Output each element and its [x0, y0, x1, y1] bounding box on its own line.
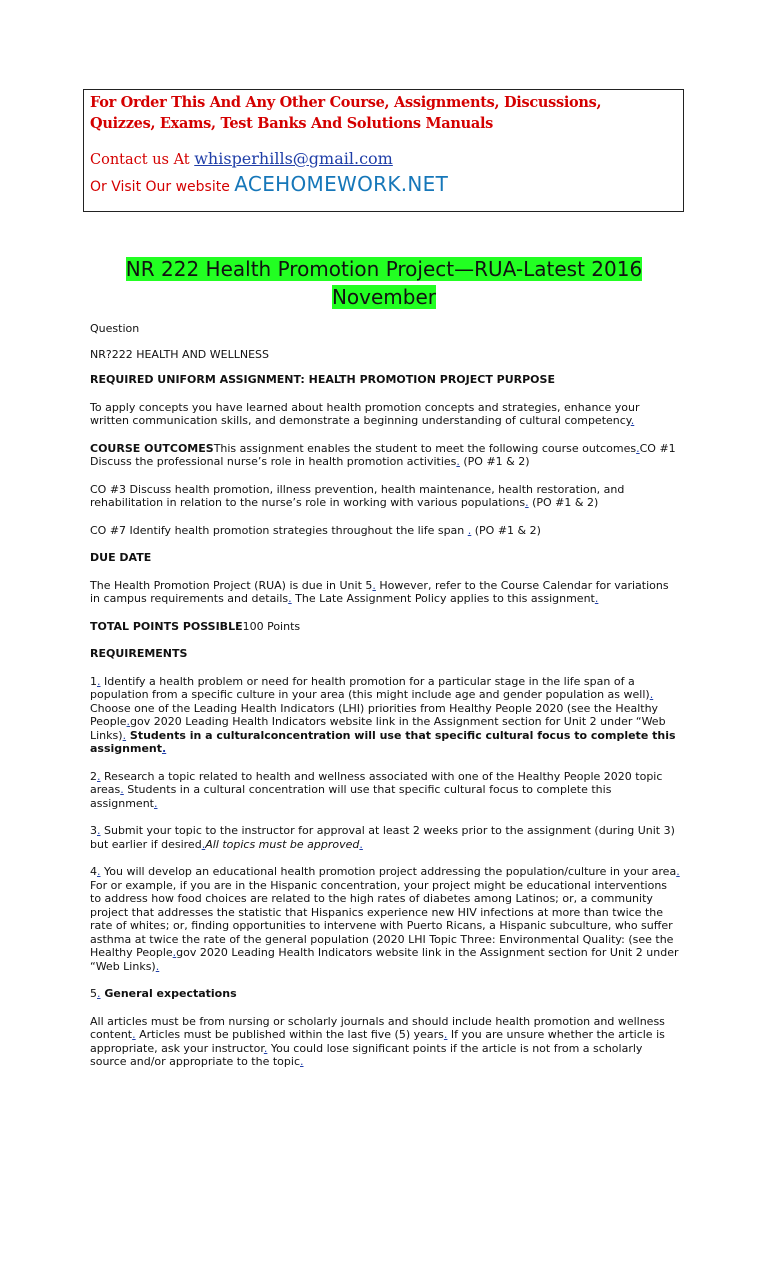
link-mark[interactable]: .	[359, 837, 363, 851]
link-mark[interactable]: .	[122, 728, 127, 742]
link-mark[interactable]: .	[649, 688, 654, 701]
general-expectations-paragraph: All articles must be from nursing or scholarly journals and should include health promotion and wellness content. Articles must be published within the last five (5) years. If you are unsure whether the article is appropriate, ask your instructor. You could lose significant points if the article is not from a scholarly source and/or appropriate to the topic.	[90, 1014, 665, 1068]
course-outcome-7: CO #7 Identify health promotion strategies throughout the life span . (PO #1 & 2)	[90, 523, 541, 537]
link-mark[interactable]: .	[676, 865, 680, 878]
advertisement-box	[83, 89, 684, 212]
link-mark[interactable]: .	[300, 1055, 304, 1068]
contact-label: Contact us At	[90, 152, 195, 168]
requirement-1: 1. Identify a health problem or need for health promotion for a particular stage in the life span of a population from a specific culture in your area (this might include age and gender population as well). Choose one of the Leading Health Indicators (LHI) priorities from Healthy People 2020 (see the Healthy People.gov 2020 Leading Health Indicators website link in the Assignment section for Unit 2 under “Web Links). Students in a culturalconcentration will use that specific cultural focus to complete this assignment.	[90, 674, 676, 755]
document-title	[90, 255, 678, 311]
requirement-5: 5. General expectations	[90, 987, 237, 1000]
outcomes-heading: COURSE OUTCOMES	[90, 441, 214, 455]
link-mark[interactable]: .	[630, 414, 635, 427]
email-link[interactable]: whisperhills@gmail.com	[194, 149, 393, 168]
title-line-2: November	[331, 285, 437, 309]
website-link[interactable]: ACEHOMEWORK.NET	[234, 172, 449, 196]
course-name: NR?222 HEALTH AND WELLNESS	[90, 347, 269, 361]
due-date-heading: DUE DATE	[90, 551, 152, 564]
link-mark[interactable]: .	[456, 455, 460, 468]
link-mark[interactable]: .	[162, 742, 167, 755]
link-mark[interactable]: .	[201, 837, 206, 851]
title-line-1: NR 222 Health Promotion Project—RUA-Latest 2016	[125, 257, 643, 281]
requirement-2: 2. Research a topic related to health and wellness associated with one of the Healthy People 2020 topic areas. Students in a cultural concentration will use that specific cultural focus to complete this assignment.	[90, 769, 663, 810]
requirements-heading: REQUIREMENTS	[90, 647, 188, 660]
link-mark[interactable]: .	[288, 592, 292, 605]
due-date-paragraph: The Health Promotion Project (RUA) is due in Unit 5. However, refer to the Course Calendar for variations in campus requirements and details. The Late Assignment Policy applies to this assignment.	[90, 578, 669, 605]
total-points: TOTAL POINTS POSSIBLE100 Points	[90, 619, 301, 633]
link-mark[interactable]: .	[443, 1028, 448, 1041]
purpose-heading: REQUIRED UNIFORM ASSIGNMENT: HEALTH PROMOTION PROJECT PURPOSE	[90, 373, 555, 386]
link-mark[interactable]: .	[97, 674, 101, 688]
question-label: Question	[90, 322, 140, 335]
requirement-3: 3. Submit your topic to the instructor for approval at least 2 weeks prior to the assignment (during Unit 3) but earlier if desired.All topics must be approved.	[90, 824, 675, 851]
link-mark[interactable]: .	[97, 987, 101, 1000]
course-outcomes: COURSE OUTCOMESThis assignment enables the student to meet the following course outcomes.CO #1 Discuss the professional nurse’s role in health promotion activities. (PO #1 & 2)	[90, 441, 676, 468]
link-mark[interactable]: .	[525, 496, 529, 509]
link-mark[interactable]: .	[467, 523, 472, 537]
ad-headline: For Order This And Any Other Course, Assignments, Discussions, Quizzes, Exams, Test Banks And Solutions Manuals	[90, 94, 602, 132]
ad-contact	[90, 148, 677, 171]
purpose-paragraph: To apply concepts you have learned about health promotion concepts and strategies, enhance your written communication skills, and demonstrate a beginning understanding of cultural competency.	[90, 400, 640, 427]
link-mark[interactable]: .	[97, 865, 101, 878]
requirement-4: 4. You will develop an educational health promotion project addressing the population/culture in your area. For or example, if you are in the Hispanic concentration, your project might be educational interventions to address how food choices are related to the high rates of diabetes among Latinos; or, a community project that addresses the statistic that Hispanics experience new HIV infections at more than twice the rate of whites; or, finding opportunities to intervene with Puerto Ricans, a Hispanic subculture, who suffer asthma at twice the rate of the general population (2020 LHI Topic Three: Environmental Quality: (see the Healthy People.gov 2020 Leading Health Indicators website link in the Assignment section for Unit 2 under “Web Links).	[90, 865, 680, 973]
visit-label: Or Visit Our website	[90, 179, 235, 195]
link-mark[interactable]: .	[263, 1041, 268, 1055]
link-mark[interactable]: .	[132, 1028, 136, 1041]
link-mark[interactable]: .	[153, 796, 158, 810]
link-mark[interactable]: .	[594, 592, 599, 605]
link-mark[interactable]: .	[155, 959, 160, 973]
link-mark[interactable]: .	[97, 824, 101, 837]
course-outcome-3: CO #3 Discuss health promotion, illness prevention, health maintenance, health restoration, and rehabilitation in relation to the nurse’s role in working with various populations. (PO #1 & 2)	[90, 482, 625, 509]
link-mark[interactable]: .	[172, 946, 177, 959]
link-mark[interactable]: .	[120, 783, 124, 796]
link-mark[interactable]: .	[126, 715, 131, 728]
ad-website	[90, 171, 677, 200]
link-mark[interactable]: .	[97, 769, 101, 783]
link-mark[interactable]: .	[372, 578, 376, 592]
link-mark[interactable]: .	[636, 441, 640, 455]
document-body	[90, 322, 680, 1083]
